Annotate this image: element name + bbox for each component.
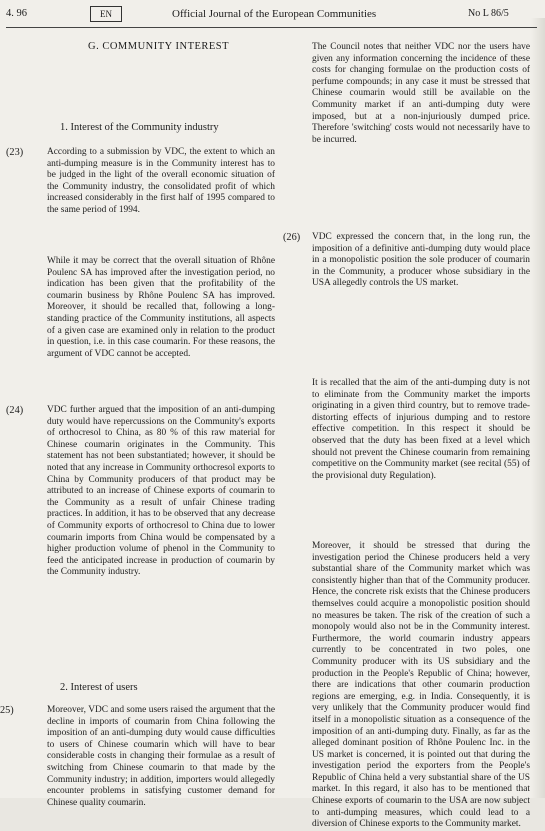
recital-23-continuation: While it may be correct that the overall situation of Rhône Poulenc SA has improved after the investigation period, no indication has been given that the profitability of the coumarin business by Rhône Poulenc SA has improved. Moreover, it should be recalled that, following a long-standing practice of the Community institutions, all aspects of a given case are examined only in relation to the product in question, i.e. in this case coumarin. For these reasons, the argument of VDC cannot be accepted. [47,256,275,359]
header-date: 4. 96 [6,8,27,19]
section-title: G. COMMUNITY INTEREST [88,41,230,52]
language-badge: EN [90,6,122,22]
recital-25-continuation: The Council notes that neither VDC nor the users have given any information concerning the incidence of these costs for changing formulae on the production costs of perfume compounds; in any case it must be stressed that Chinese coumarin would still be available on the Community market if an anti-dumping duty were imposed, but at a non-injuriously dumped price. Therefore 'switching' costs would not necessarily have to be incurred. [312,42,530,145]
recital-number-26: (26) [283,232,301,243]
recital-25-text: Moreover, VDC and some users raised the argument that the decline in imports of coumarin from China following the imposition of an anti-dumping duty would cause difficulties to users of Chinese coumarin which will have to bear considerable costs in changing their formulae as a result of switching from Chinese coumarin to that made by the Community industry; in addition, importers would allegedly encounter problems in satisfying customer demand for Chinese quality coumarin. [47,705,275,808]
page-header [0,0,545,30]
subsection-title-users: 2. Interest of users [60,682,138,693]
adjacent-page-edge [531,18,545,798]
subsection-title-industry: 1. Interest of the Community industry [60,122,219,133]
recital-26-continuation: It is recalled that the aim of the anti-dumping duty is not to eliminate from the Community market the imports originating in a given third country, but to remove trade-distorting effects of injurious dumping and to restore effective competition. In this respect it should be observed that the duty has been fixed at a level which should not prevent the Chinese coumarin from remaining competitive on the Community market (see recital (55) of the provisional duty Regulation). [312,378,530,481]
journal-title: Official Journal of the European Communities [172,8,377,20]
recital-26-text: VDC expressed the concern that, in the long run, the imposition of a definitive anti-dumping duty would place in a monopolistic position the sole producer of coumarin in the Community, a producer whose subsidiary in the USA allegedly controls the US market. [312,232,530,289]
recital-number-24: (24) [6,405,24,416]
recital-number-23: (23) [6,147,24,158]
recital-26-continuation-2: Moreover, it should be stressed that during the investigation period the Chinese producers held a very substantial share of the Community market which was consistently higher than that of the Community producer. Hence, the concrete risk exists that the Chinese producers themselves could acquire a monopolistic position should no measures be taken. The risk of the creation of such a monopoly would also not be in the Community interest. Furthermore, the world coumarin industry appears currently to be concentrated in two poles, one Community producer with its US subsidiary and the production in the People's Republic of China; however, there are indications that other coumarin production regions are emerging, e.g. in India. Consequently, it is very unlikely that the Community producer would find itself in a monopolistic situation as a consequence of the imposition of an anti-dumping duty. Finally, as far as the alleged dominant position of Rhône Poulenc Inc. in the US market is concerned, it is pointed out that during the investigation period the exporters from the People's Republic of China held a very substantial share of the US market. In this regard, it also has to be mentioned that Chinese exports of coumarin to the USA are now subject to anti-dumping measures, which could lead to a diversion of Chinese exports to the Community market. [312,541,530,830]
issue-number: No L 86/5 [468,8,509,19]
recital-24-text: VDC further argued that the imposition of an anti-dumping duty would have repercussions on the Community's exports of orthocresol to China, as 80 % of this raw material for Chinese coumarin originates in the Community. This statement has not been substantiated; however, it should be noted that any increase in Community orthocresol exports to China by Community producers of that product may be attributed to an increase of Chinese exports of coumarin to the Community as a result of unfair Chinese trading practices. In addition, it has to be observed that any decrease of Community exports of orthocresol to China due to lower coumarin imports from China would be compensated by a higher production volume of phenol in the Community to feed the anticipated increase in production of coumarin by the Community industry. [47,405,275,578]
header-rule [6,27,537,28]
recital-number-25: 25) [0,705,14,716]
recital-23-text: According to a submission by VDC, the extent to which an anti-dumping measure is in the Community interest has to be judged in the light of the overall economic situation of the Community industry, the consolidated profit of which increased considerably in the first half of 1995 compared to the same period of 1994. [47,147,275,215]
